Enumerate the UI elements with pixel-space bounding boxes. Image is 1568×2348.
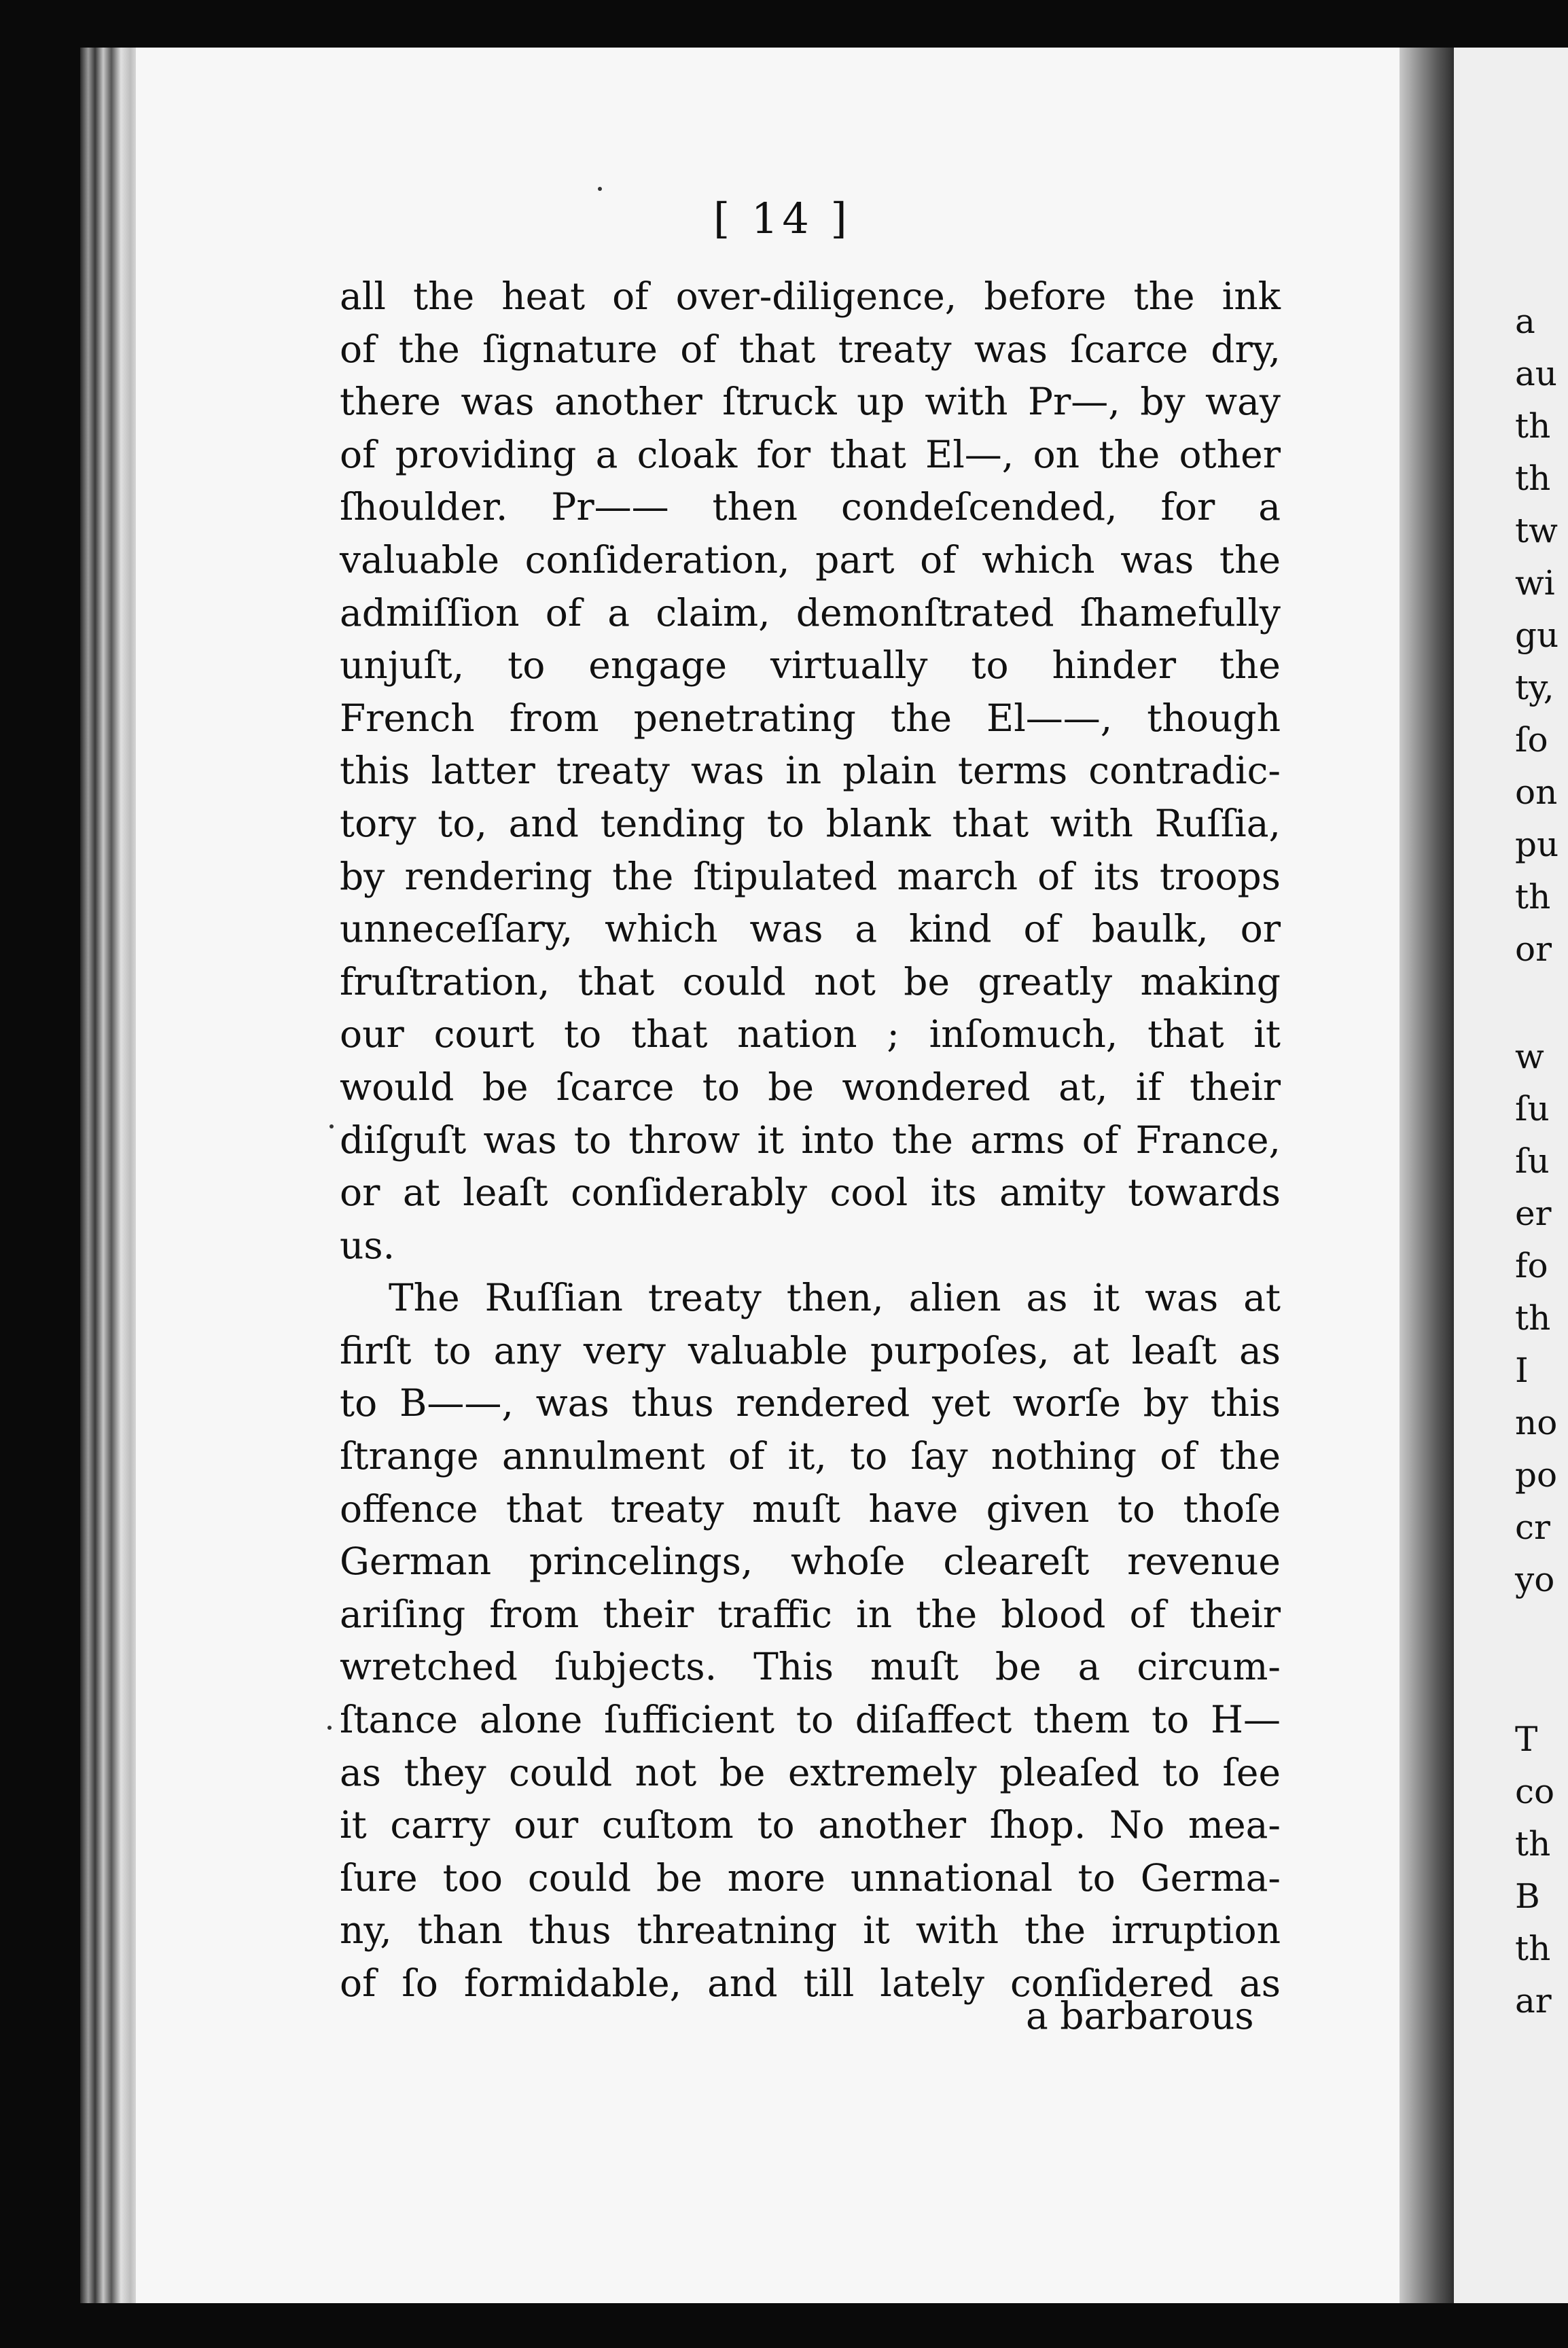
facing-text-fragment: ar [1515, 1981, 1552, 2021]
facing-text-fragment: ſu [1515, 1141, 1550, 1181]
print-speck [327, 1726, 332, 1730]
text-line: unneceſſary, which was a kind of baulk, or [340, 907, 1281, 951]
paragraph-start-line: The Ruſſian treaty then, alien as it was at [389, 1276, 1281, 1320]
catchword: a barbarous [1026, 1994, 1254, 2038]
facing-text-fragment: gu [1515, 616, 1559, 655]
text-line: firſt to any very valuable purpoſes, at leaſt as [340, 1328, 1281, 1372]
body-text [340, 270, 1281, 2010]
text-line: ſure too could be more unnational to Germa- [340, 1855, 1281, 1900]
text-line: valuable conſideration, part of which was the [340, 537, 1281, 582]
text-line: as they could not be extremely pleaſed to ſee [340, 1750, 1281, 1794]
text-line: French from penetrating the El——, though [340, 696, 1281, 740]
text-line: ſtrange annulment of it, to ſay nothing of the [340, 1434, 1281, 1478]
facing-text-fragment: no [1515, 1403, 1558, 1442]
facing-text-fragment: cr [1515, 1508, 1550, 1547]
text-line: wretched ſubjects. This muſt be a circum- [340, 1645, 1281, 1689]
facing-text-fragment: ſu [1515, 1089, 1550, 1128]
text-line: our court to that nation ; inſomuch, that it [340, 1012, 1281, 1056]
facing-text-fragment: pu [1515, 825, 1559, 864]
text-line: tory to, and tending to blank that with Ruſſia, [340, 801, 1281, 845]
binding-edge [80, 48, 141, 2303]
facing-text-fragment: th [1515, 1298, 1551, 1338]
facing-text-fragment: B [1515, 1876, 1540, 1916]
facing-text-fragment: er [1515, 1194, 1552, 1233]
facing-text-fragment: on [1515, 772, 1558, 812]
facing-text-fragment: ſo [1515, 720, 1548, 760]
text-line: by rendering the ſtipulated march of its troops [340, 854, 1281, 898]
text-line: of the ſignature of that treaty was ſcarce dry, [340, 327, 1281, 371]
gutter-shadow [1400, 48, 1454, 2303]
facing-text-fragment: wi [1515, 563, 1555, 603]
facing-text-fragment: T [1515, 1720, 1538, 1759]
text-line: this latter treaty was in plain terms contradic- [340, 749, 1281, 793]
text-line: or at leaſt conſiderably cool its amity towards [340, 1171, 1281, 1215]
text-line: would be ſcarce to be wondered at, if their [340, 1065, 1281, 1109]
facing-text-fragment: fo [1515, 1246, 1548, 1285]
text-line: of ſo formidable, and till lately conſidered as [340, 1961, 1281, 2005]
facing-text-fragment: au [1515, 354, 1558, 393]
facing-text-fragment: or [1515, 929, 1552, 969]
text-line: us. [340, 1223, 395, 1267]
text-line: diſguſt was to throw it into the arms of France, [340, 1118, 1281, 1162]
facing-text-fragment: th [1515, 459, 1551, 498]
text-line: ſhoulder. Pr—— then condeſcended, for a [340, 485, 1281, 529]
page-number: [ 14 ] [713, 194, 851, 243]
print-speck [329, 1124, 334, 1128]
facing-text-fragment: th [1515, 406, 1551, 446]
text-line: to B——, was thus rendered yet worſe by this [340, 1381, 1281, 1425]
print-speck [598, 187, 602, 191]
facing-text-fragment: po [1515, 1455, 1558, 1495]
text-line: all the heat of over-diligence, before the ink [340, 274, 1281, 318]
facing-text-fragment: I [1515, 1351, 1529, 1390]
text-line: ny, than thus threatning it with the irruption [340, 1908, 1281, 1953]
text-line: fruſtration, that could not be greatly making [340, 959, 1281, 1003]
text-line: ſtance alone ſufficient to diſaffect them to H— [340, 1698, 1281, 1742]
facing-text-fragment: w [1515, 1037, 1544, 1076]
text-line: German princelings, whoſe cleareſt revenue [340, 1540, 1281, 1584]
facing-text-fragment: ty, [1515, 668, 1554, 707]
facing-page [1454, 48, 1568, 2303]
facing-text-fragment: tw [1515, 511, 1558, 550]
text-line: of providing a cloak for that El—, on the other [340, 432, 1281, 476]
facing-text-fragment: th [1515, 1824, 1551, 1864]
facing-text-fragment: th [1515, 1929, 1551, 1968]
facing-text-fragment: co [1515, 1772, 1555, 1811]
facing-text-fragment: a [1515, 302, 1535, 341]
text-line: admiſſion of a claim, demonſtrated ſhamefully [340, 590, 1281, 635]
text-line: ariſing from their traffic in the blood of their [340, 1592, 1281, 1636]
text-line: offence that treaty muſt have given to thoſe [340, 1487, 1281, 1531]
text-line: unjuſt, to engage virtually to hinder the [340, 643, 1281, 688]
text-line: there was another ſtruck up with Pr—, by way [340, 380, 1281, 424]
facing-text-fragment: yo [1515, 1560, 1555, 1599]
facing-text-fragment: th [1515, 877, 1551, 917]
text-line: it carry our cuſtom to another ſhop. No mea- [340, 1803, 1281, 1847]
